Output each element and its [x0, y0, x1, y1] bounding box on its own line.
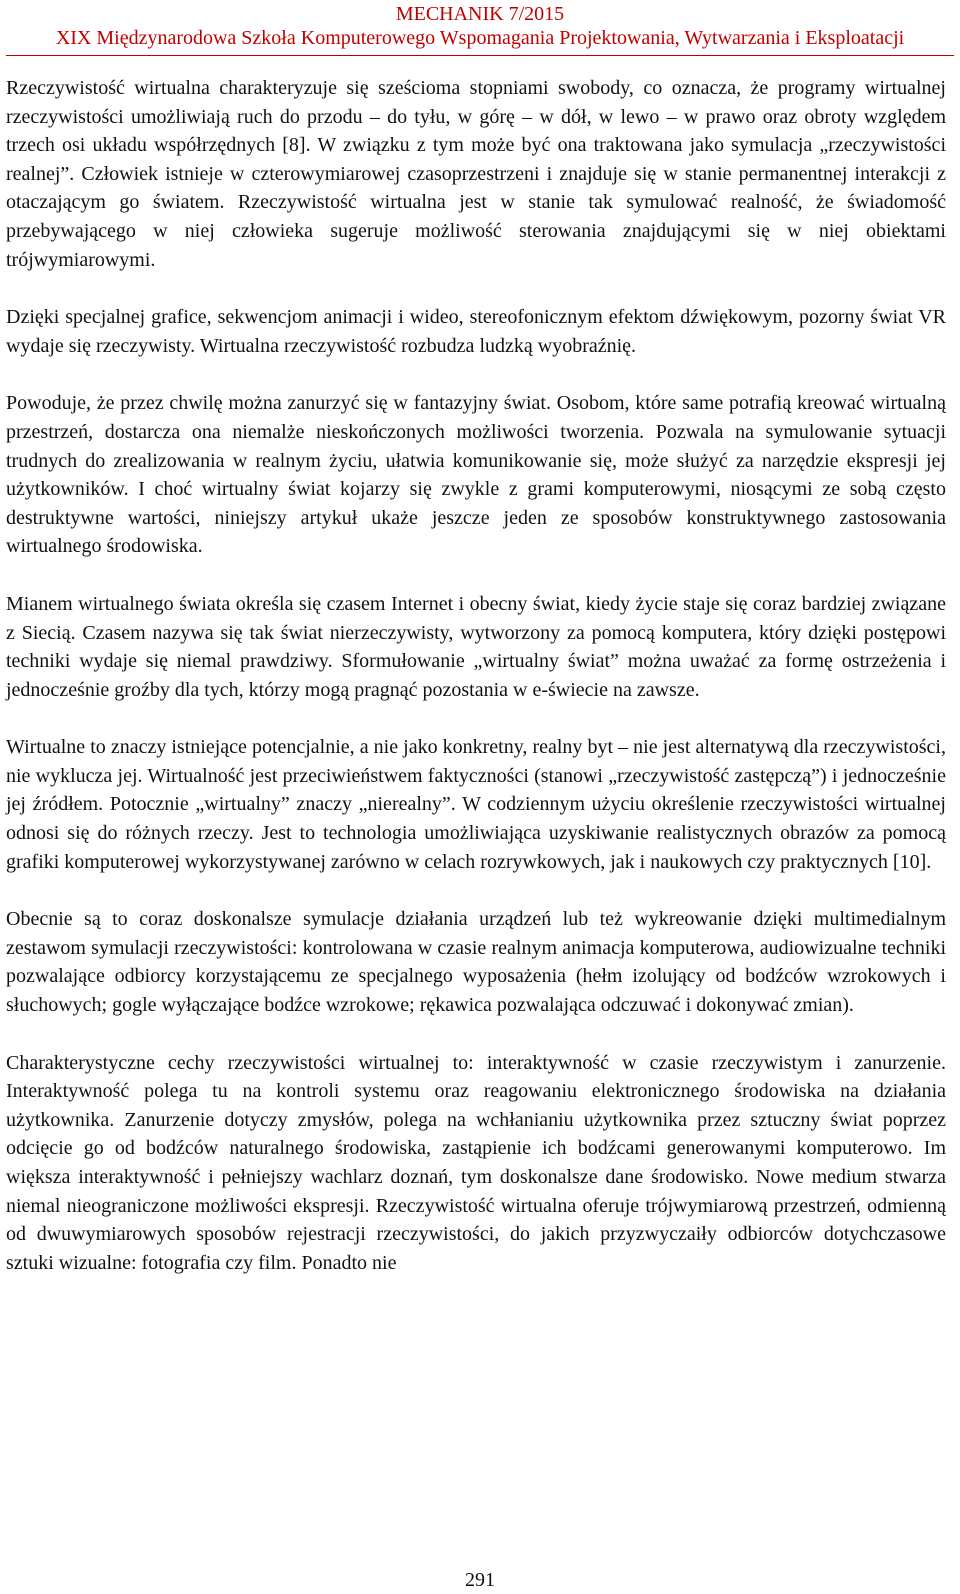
journal-title: MECHANIK 7/2015	[395, 3, 565, 25]
body-text	[6, 74, 946, 1306]
paragraph: Dzięki specjalnej grafice, sekwencjom animacji i wideo, stereofonicznym efektom dźwiękowym, pozorny świat VR wydaje się rzeczywisty. Wirtualna rzeczywistość rozbudza ludzką wyobraźnię.	[6, 306, 946, 357]
page-header	[0, 2, 960, 50]
paragraph: Wirtualne to znaczy istniejące potencjalnie, a nie jako konkretny, realny byt – nie jest alternatywą dla rzeczywistości, nie wyklucza jej. Wirtualność jest przeciwieństwem faktyczności (stanowi „rzeczywistość zastępczą”) i jednocześnie jej źródłem. Potocznie „wirtualny” znaczy „nierealny”. W codziennym użyciu określenie rzeczywistości wirtualnej odnosi się do różnych rzeczy. Jest to technologia umożliwiająca uzyskiwanie realistycznych obrazów za pomocą grafiki komputerowej wykorzystywanej zarówno w celach rozrywkowych, jak i naukowych czy praktycznych [10].	[6, 736, 946, 873]
paragraph: Powoduje, że przez chwilę można zanurzyć się w fantazyjny świat. Osobom, które same potrafią kreować wirtualną przestrzeń, dostarcza ona niemalże nieskończonych możliwości tworzenia. Pozwala na symulowanie sytuacji trudnych do zrealizowania w realnym życiu, ułatwia komunikowanie się, może służyć za narzędzie ekspresji jej użytkowników. I choć wirtualny świat kojarzy się zwykle z grami komputerowymi, niosącymi ze sobą często destruktywne wartości, niniejszy artykuł ukaże jeszcze jeden ze sposobów konstruktywnego zastosowania wirtualnego środowiska.	[6, 392, 946, 558]
paragraph: Charakterystyczne cechy rzeczywistości wirtualnej to: interaktywność w czasie rzeczywistym i zanurzenie. Interaktywność polega tu na kontroli systemu oraz reagowaniu elektronicznego środowiska na działania użytkownika. Zanurzenie dotyczy zmysłów, polega na wchłanianiu użytkownika przez sztuczny świat poprzez odcięcie go od bodźców naturalnego środowiska, zastąpienie ich bodźcami generowanymi komputerowo. Im większa interaktywność i pełniejszy wachlarz doznań, tym doskonalsze dane środowisko. Nowe medium stwarza niemal nieograniczone możliwości ekspresji. Rzeczywistość wirtualna oferuje trójwymiarową przestrzeń, odmienną od dwuwymiarowych sposobów rejestracji rzeczywistości, do jakich przyzwyczaiły odbiorców dotychczasowe sztuki wizualne: fotografia czy film. Ponadto nie	[6, 1051, 946, 1274]
paragraph: Rzeczywistość wirtualna charakteryzuje się sześcioma stopniami swobody, co oznacza, że programy wirtualnej rzeczywistości umożliwiają ruch do przodu – do tyłu, w górę – w dół, w lewo – w prawo oraz obroty względem trzech osi układu współrzędnych [8]. W związku z tym może być ona traktowana jako symulacja „rzeczywistości realnej”. Człowiek istnieje w czterowymiarowej czasoprzestrzeni i znajduje się w stanie permanentnej interakcji z otaczającym go światem. Rzeczywistość wirtualna jest w stanie tak symulować realność, że świadomość przebywającego w niej człowieka sugeruje możliwość sterowania znajdującymi się w niej obiektami trójwymiarowymi.	[6, 77, 946, 271]
conference-title: XIX Międzynarodowa Szkoła Komputerowego Wspomagania Projektowania, Wytwarzania i Eksploatacji	[55, 27, 905, 49]
page-number: 291	[465, 1569, 495, 1591]
paragraph: Obecnie są to coraz doskonalsze symulacje działania urządzeń lub też wykreowanie dzięki multimedialnym zestawom symulacji rzeczywistości: kontrolowana w czasie realnym animacja komputerowa, audiowizualne techniki pozwalające odbiorcy korzystającemu ze specjalnego wyposażenia (hełm izolujący od bodźców wzrokowych i słuchowych; gogle wyłączające bodźce wzrokowe; rękawica pozwalająca odczuwać i dokonywać zmian).	[6, 908, 946, 1017]
header-divider	[6, 55, 954, 56]
paragraph: Mianem wirtualnego świata określa się czasem Internet i obecny świat, kiedy życie staje się coraz bardziej związane z Siecią. Czasem nazywa się tak świat nierzeczywisty, wytworzony za pomocą komputera, który dzięki postępowi techniki wydaje się niemal prawdziwy. Sformułowanie „wirtualny świat” można uważać za formę ostrzeżenia i jednocześnie groźby dla tych, którzy mogą pragnąć pozostania w e-świecie na zawsze.	[6, 592, 946, 701]
